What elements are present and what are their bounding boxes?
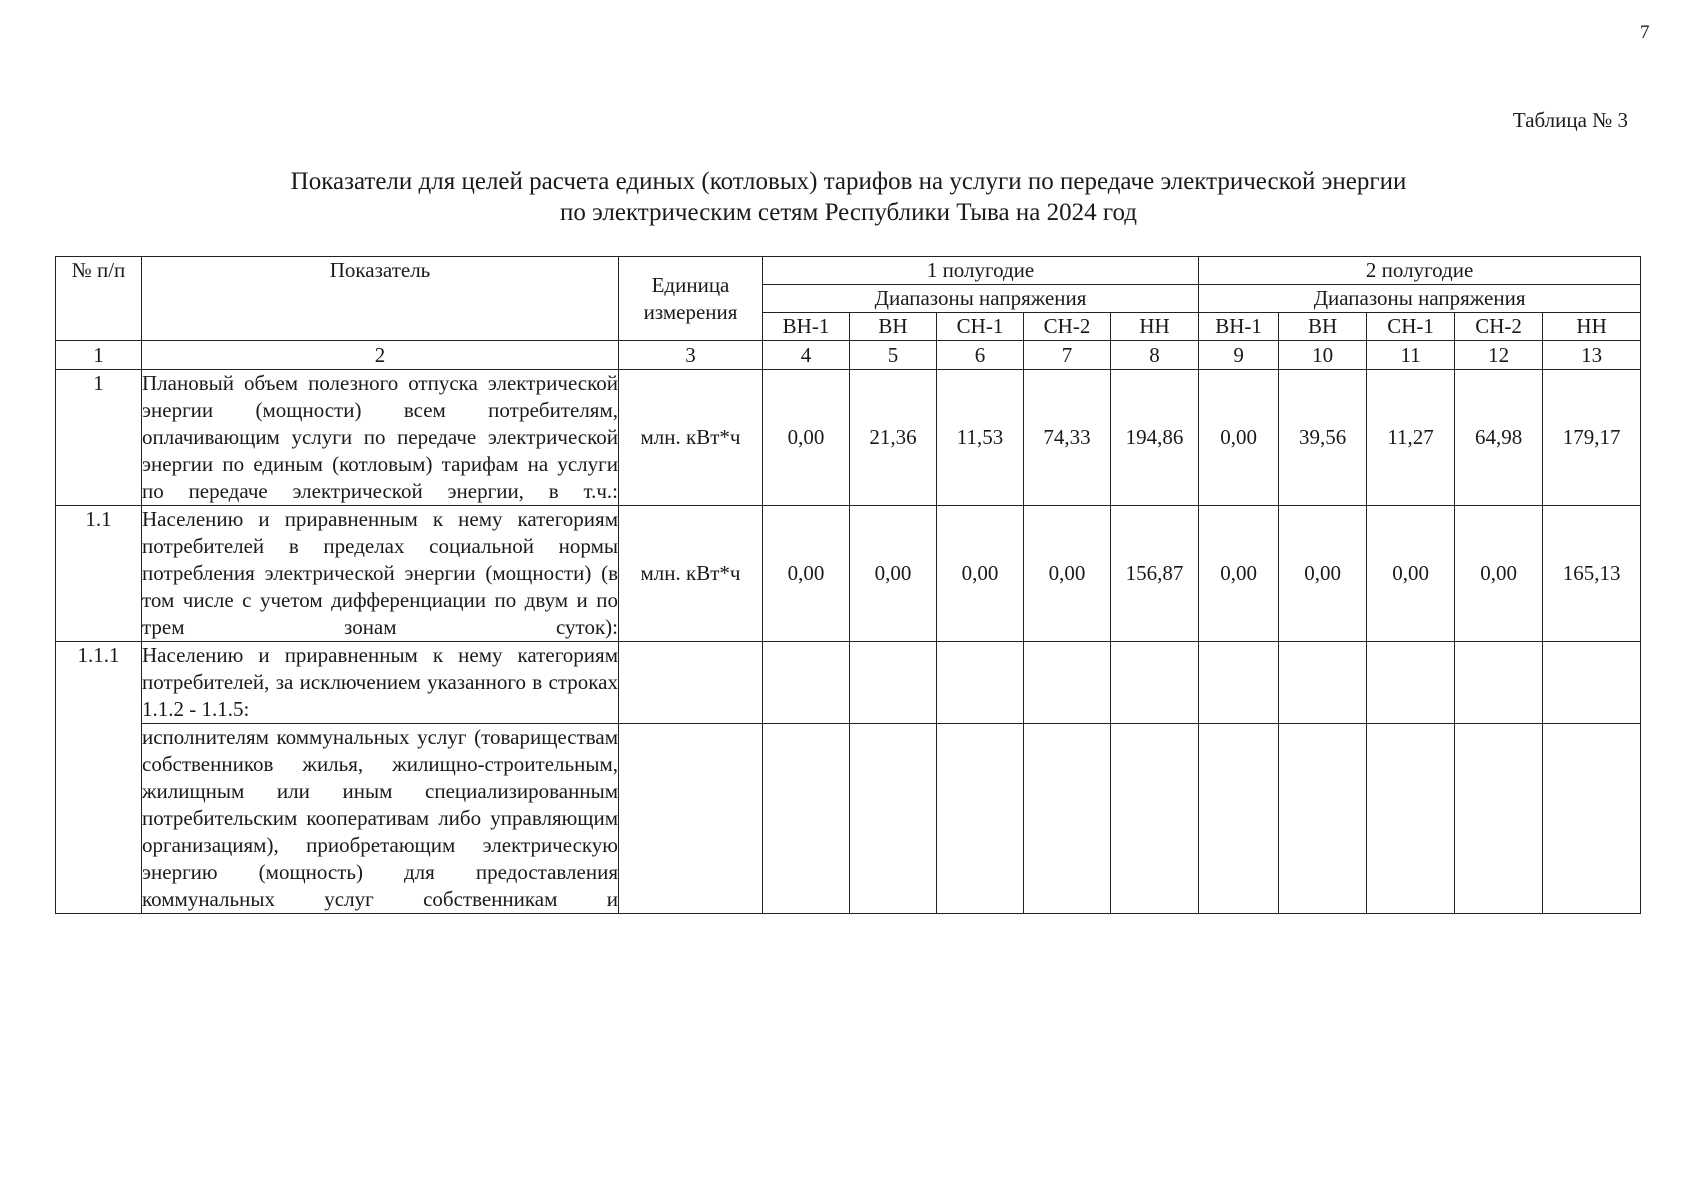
value-cell — [1199, 642, 1279, 724]
value-cell — [1024, 642, 1111, 724]
value-cell: 64,98 — [1455, 370, 1543, 506]
level-header: НН — [1543, 313, 1641, 341]
level-header: НН — [1111, 313, 1199, 341]
value-cell: 0,00 — [1279, 506, 1367, 642]
column-number: 3 — [619, 341, 763, 370]
value-cell — [937, 724, 1024, 914]
row-unit — [619, 642, 763, 724]
header-indicator: Показатель — [142, 257, 619, 341]
column-number: 5 — [850, 341, 937, 370]
level-header: СН-1 — [937, 313, 1024, 341]
value-cell — [1367, 724, 1455, 914]
row-number: 1.1.1 — [56, 642, 142, 914]
value-cell: 39,56 — [1279, 370, 1367, 506]
level-header: ВН-1 — [1199, 313, 1279, 341]
value-cell: 0,00 — [1367, 506, 1455, 642]
document-title — [0, 166, 1697, 228]
header-no: № п/п — [56, 257, 142, 341]
column-number-row — [56, 341, 1641, 370]
table-header — [56, 257, 1641, 341]
value-cell — [1111, 724, 1199, 914]
value-cell — [1455, 724, 1543, 914]
page-number: 7 — [1640, 22, 1650, 43]
column-number: 8 — [1111, 341, 1199, 370]
header-ranges-1: Диапазоны напряжения — [763, 285, 1199, 313]
column-number: 10 — [1279, 341, 1367, 370]
value-cell: 11,53 — [937, 370, 1024, 506]
value-cell — [1543, 642, 1641, 724]
value-cell: 165,13 — [1543, 506, 1641, 642]
value-cell: 194,86 — [1111, 370, 1199, 506]
value-cell: 0,00 — [1199, 370, 1279, 506]
row-unit — [619, 724, 763, 914]
value-cell: 0,00 — [763, 370, 850, 506]
value-cell — [1543, 724, 1641, 914]
value-cell — [1199, 724, 1279, 914]
title-line-2: по электрическим сетям Республики Тыва на 2024 год — [560, 199, 1137, 226]
value-cell — [1455, 642, 1543, 724]
level-header: СН-2 — [1024, 313, 1111, 341]
level-header: ВН-1 — [763, 313, 850, 341]
header-unit: Единица измерения — [619, 257, 763, 341]
row-number: 1 — [56, 370, 142, 506]
value-cell: 0,00 — [763, 506, 850, 642]
value-cell — [763, 642, 850, 724]
header-ranges-2: Диапазоны напряжения — [1199, 285, 1641, 313]
value-cell: 179,17 — [1543, 370, 1641, 506]
value-cell: 0,00 — [1455, 506, 1543, 642]
table-row — [56, 724, 1641, 914]
value-cell — [1024, 724, 1111, 914]
column-number: 11 — [1367, 341, 1455, 370]
column-number: 13 — [1543, 341, 1641, 370]
table-body — [56, 341, 1641, 914]
value-cell: 156,87 — [1111, 506, 1199, 642]
value-cell — [1111, 642, 1199, 724]
row-indicator: Населению и приравненным к нему категориям потребителей, за исключением указанного в строках 1.1.2 - 1.1.5: — [142, 642, 619, 724]
table-row — [56, 370, 1641, 506]
header-half-1: 1 полугодие — [763, 257, 1199, 285]
row-number: 1.1 — [56, 506, 142, 642]
level-header: СН-2 — [1455, 313, 1543, 341]
value-cell — [937, 642, 1024, 724]
column-number: 4 — [763, 341, 850, 370]
column-number: 12 — [1455, 341, 1543, 370]
header-half-2: 2 полугодие — [1199, 257, 1641, 285]
level-header: ВН — [850, 313, 937, 341]
value-cell: 0,00 — [1199, 506, 1279, 642]
column-number: 2 — [142, 341, 619, 370]
value-cell — [1279, 642, 1367, 724]
value-cell: 21,36 — [850, 370, 937, 506]
column-number: 7 — [1024, 341, 1111, 370]
table-label: Таблица № 3 — [1512, 108, 1628, 132]
column-number: 6 — [937, 341, 1024, 370]
value-cell — [1367, 642, 1455, 724]
value-cell — [1279, 724, 1367, 914]
value-cell — [850, 642, 937, 724]
column-number: 1 — [56, 341, 142, 370]
row-indicator: исполнителям коммунальных услуг (товариществам собственников жилья, жилищно-строительным, жилищным или иным специализированным потребительским кооперативам либо управляющим организациям), приобретающим электрическую энергию (мощность) для предоставления коммунальных услуг собственникам и — [142, 724, 619, 914]
table-row — [56, 642, 1641, 724]
value-cell — [763, 724, 850, 914]
value-cell: 0,00 — [850, 506, 937, 642]
row-unit: млн. кВт*ч — [619, 506, 763, 642]
value-cell: 11,27 — [1367, 370, 1455, 506]
value-cell — [850, 724, 937, 914]
table-row — [56, 506, 1641, 642]
value-cell: 0,00 — [937, 506, 1024, 642]
level-header: СН-1 — [1367, 313, 1455, 341]
title-line-1: Показатели для целей расчета единых (котловых) тарифов на услуги по передаче электрической энергии — [290, 168, 1407, 195]
tariff-table — [55, 256, 1641, 914]
level-header: ВН — [1279, 313, 1367, 341]
column-number: 9 — [1199, 341, 1279, 370]
value-cell: 74,33 — [1024, 370, 1111, 506]
row-unit: млн. кВт*ч — [619, 370, 763, 506]
value-cell: 0,00 — [1024, 506, 1111, 642]
row-indicator: Населению и приравненным к нему категориям потребителей в пределах социальной нормы потребления электрической энергии (мощности) (в том числе с учетом дифференциации по двум и по трем зонам суток): — [142, 506, 619, 642]
row-indicator: Плановый объем полезного отпуска электрической энергии (мощности) всем потребителям, оплачивающим услуги по передаче электрической энергии по единым (котловым) тарифам на услуги по передаче электрической энергии, в т.ч.: — [142, 370, 619, 506]
